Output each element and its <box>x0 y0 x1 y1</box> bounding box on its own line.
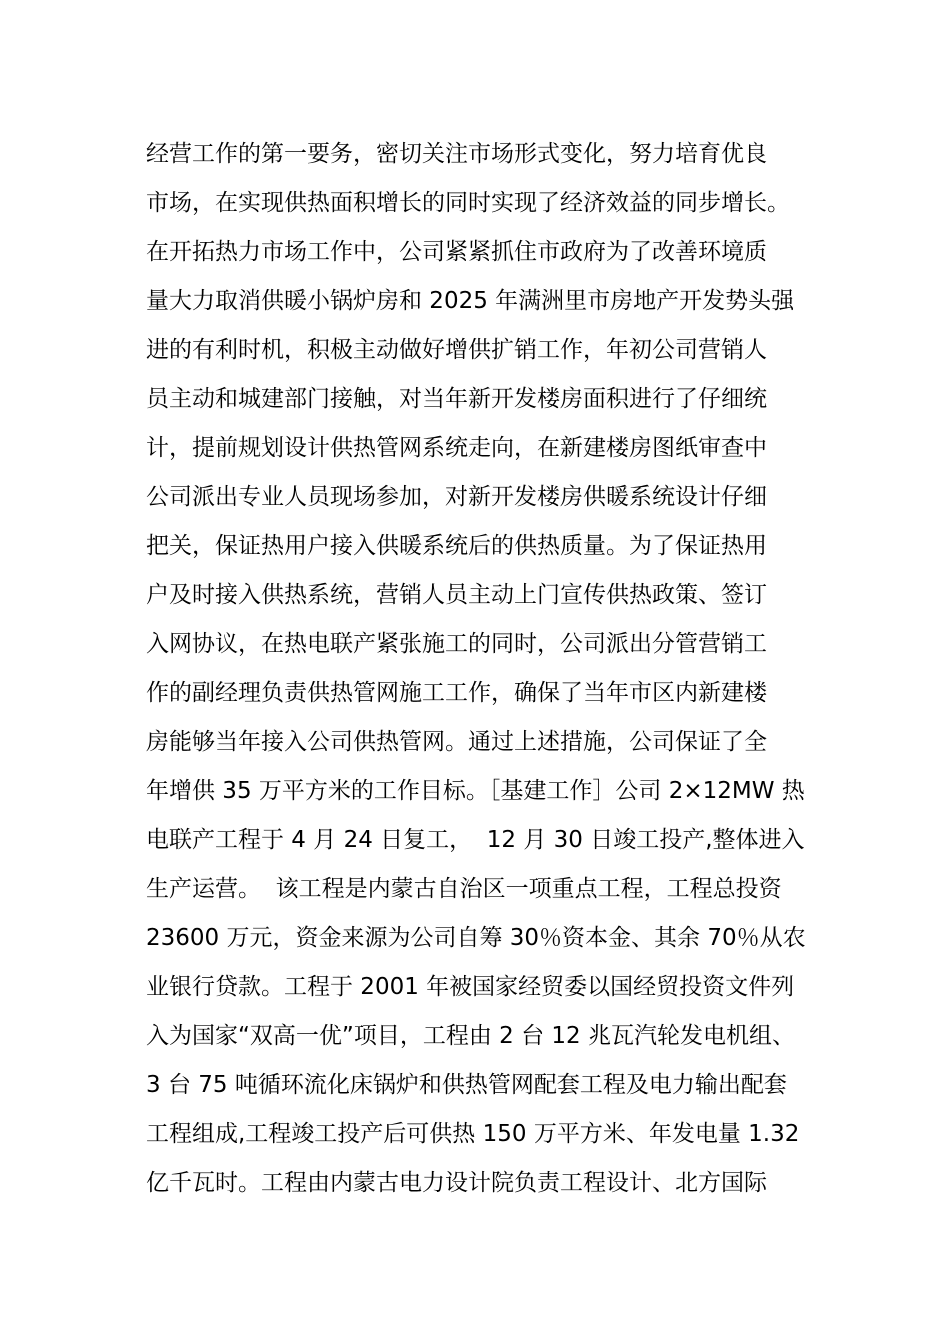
text-line: 入网协议，在热电联产紧张施工的同时，公司派出分管营销工 <box>146 631 767 657</box>
text-line: 房能够当年接入公司供热管网。通过上述措施，公司保证了全 <box>146 729 767 755</box>
text-line: 电联产工程于 4 月 24 日复工， 12 月 30 日竣工投产,整体进入 <box>146 827 805 853</box>
text-line: 生产运营。 该工程是内蒙古自治区一项重点工程，工程总投资 <box>146 876 782 902</box>
text-line: 进的有利时机，积极主动做好增供扩销工作，年初公司营销人 <box>146 337 767 363</box>
text-line: 业银行贷款。工程于 2001 年被国家经贸委以国经贸投资文件列 <box>146 974 795 1000</box>
text-line: 入为国家“双高一优”项目，工程由 2 台 12 兆瓦汽轮发电机组、 <box>146 1023 795 1049</box>
text-line: 年增供 35 万平方米的工作目标。［基建工作］公司 2×12MW 热 <box>146 778 805 804</box>
body-text <box>146 130 846 1208</box>
text-line: 计，提前规划设计供热管网系统走向，在新建楼房图纸审查中 <box>146 435 767 461</box>
text-line: 3 台 75 吨循环流化床锅炉和供热管网配套工程及电力输出配套 <box>146 1072 787 1098</box>
text-line: 公司派出专业人员现场参加，对新开发楼房供暖系统设计仔细 <box>146 484 767 510</box>
text-line: 23600 万元，资金来源为公司自筹 30％资本金、其余 70％从农 <box>146 925 806 951</box>
text-line: 在开拓热力市场工作中，公司紧紧抓住市政府为了改善环境质 <box>146 239 767 265</box>
text-line: 经营工作的第一要务，密切关注市场形式变化，努力培育优良 <box>146 141 767 167</box>
text-line: 亿千瓦时。工程由内蒙古电力设计院负责工程设计、北方国际 <box>146 1170 767 1196</box>
text-line: 量大力取消供暖小锅炉房和 2025 年满洲里市房地产开发势头强 <box>146 288 795 314</box>
text-line: 员主动和城建部门接触，对当年新开发楼房面积进行了仔细统 <box>146 386 767 412</box>
text-line: 户及时接入供热系统，营销人员主动上门宣传供热政策、签订 <box>146 582 767 608</box>
text-line: 市场，在实现供热面积增长的同时实现了经济效益的同步增长。 <box>146 190 790 216</box>
text-line: 作的副经理负责供热管网施工工作，确保了当年市区内新建楼 <box>146 680 767 706</box>
text-line: 把关，保证热用户接入供暖系统后的供热质量。为了保证热用 <box>146 533 767 559</box>
text-line: 工程组成,工程竣工投产后可供热 150 万平方米、年发电量 1.32 <box>146 1121 800 1147</box>
